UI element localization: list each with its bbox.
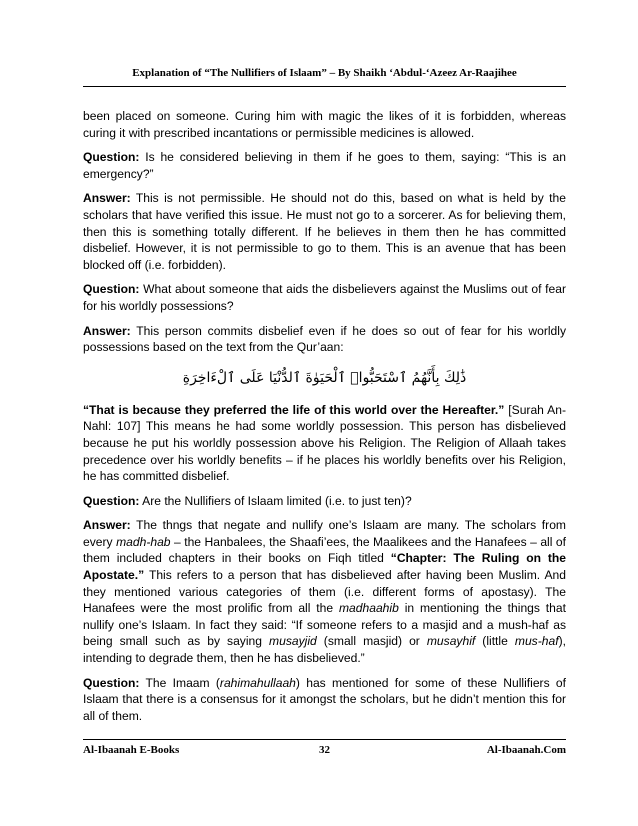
answer-2 [83, 323, 566, 356]
question-text: What about someone that aids the disbelievers against the Muslims out of fear for his worldly possessions? [83, 282, 566, 313]
answer-text: This person commits disbelief even if he does so out of fear for his worldly possessions based on the text from the Qur’aan: [83, 323, 566, 355]
page-body [83, 108, 566, 732]
term-rahimahullaah: rahimahullaah [219, 675, 296, 690]
footer-rule [83, 739, 566, 740]
answer-text: ), intending to degrade them, then he has disbelieved.” [83, 634, 566, 666]
question-4 [83, 675, 566, 725]
answer-1 [83, 190, 566, 273]
term-mushaf: mus-haf [514, 634, 559, 649]
page-footer [83, 744, 566, 760]
question-label: Question: [83, 150, 140, 165]
answer-label: Answer: [83, 518, 131, 533]
verse-commentary: [Surah An-Nahl: 107] This means he had some worldly possession. This person has disbelieved because he put his worldly possession above his Religion. The Religion of Allaah takes precedence over his worldly benefits – if he places his worldly benefits over his Religion, he has committed disbelief. [83, 402, 566, 484]
footer-right: Al-Ibaanah.Com [486, 744, 566, 756]
answer-3 [83, 517, 566, 666]
header-rule [83, 86, 566, 87]
question-text: Are the Nullifiers of Islaam limited (i.e. to just ten)? [142, 493, 412, 508]
answer-text: This is not permissible. He should not do this, based on what is held by the scholars that have verified this issue. He must not go to a sorcerer. As for believing them, then this is something totally different. If he believes in them then he has committed disbelief. However, it is not permissible to go to them. This is an avenue that has been blocked off (i.e. forbidden). [83, 191, 566, 272]
footer-left: Al-Ibaanah E-Books [83, 744, 180, 756]
page-header: Explanation of “The Nullifiers of Islaam” – By Shaikh ‘Abdul-‘Azeez Ar-Raajihee [132, 67, 517, 79]
question-label: Question: [83, 493, 140, 508]
answer-label: Answer: [83, 323, 131, 338]
page-number: 32 [319, 744, 330, 756]
paragraph-continuation: been placed on someone. Curing him with magic the likes of it is forbidden, whereas curing it with prescribed incantations or permissible medicines is allowed. [83, 109, 566, 140]
term-musayhif: musayhif [426, 634, 476, 649]
question-label: Question: [83, 675, 140, 690]
question-2 [83, 281, 566, 314]
answer-text: (small masjid) or [323, 634, 420, 649]
term-madhaahib: madhaahib [338, 601, 399, 616]
arabic-verse: ذَٰلِكَ بِأَنَّهُمُ ٱسْتَحَبُّوا۟ ٱلْحَيَوٰةَ ٱلدُّنْيَا عَلَى ٱلْءَاخِرَةِ [182, 369, 467, 386]
question-text: ) has mentioned for some of these Nullifiers of Islaam that there is a consensus for it amongst the scholars, but he didn’t mention this for all of them. [83, 675, 566, 723]
verse-translation: “That is because they preferred the life of this world over the Hereafter.” [83, 402, 505, 417]
answer-text: – the Hanbalees, the Shaafi’ees, the Maalikees and the Hanafees – all of them included chapters in their books on Fiqh titled [83, 534, 566, 566]
question-1 [83, 149, 566, 182]
answer-text: in mentioning the things that nullify one’s Islaam. In fact they said: “If someone refers to a masjid and a mush-haf as being small such as by saying [83, 601, 566, 649]
question-label: Question: [83, 282, 140, 297]
answer-text: (little [482, 634, 508, 649]
question-3 [83, 493, 566, 510]
verse-paragraph [83, 402, 566, 485]
term-madhhab: madh-hab [116, 534, 171, 549]
question-text: Is he considered believing in them if he goes to them, saying: “This is an emergency?” [83, 150, 566, 181]
answer-text: The thngs that negate and nullify one’s Islaam are many. The scholars from every [83, 518, 566, 549]
answer-label: Answer: [83, 191, 131, 206]
question-text: The Imaam ( [145, 675, 220, 690]
term-musayjid: musayjid [269, 634, 317, 649]
answer-text: This refers to a person that has disbelieved after having been Muslim. And they mentioned various categories of them (i.e. different forms of apostasy). The Hanafees were the most prolific from all the [83, 568, 566, 616]
chapter-title: “Chapter: The Ruling on the Apostate.” [83, 551, 566, 583]
